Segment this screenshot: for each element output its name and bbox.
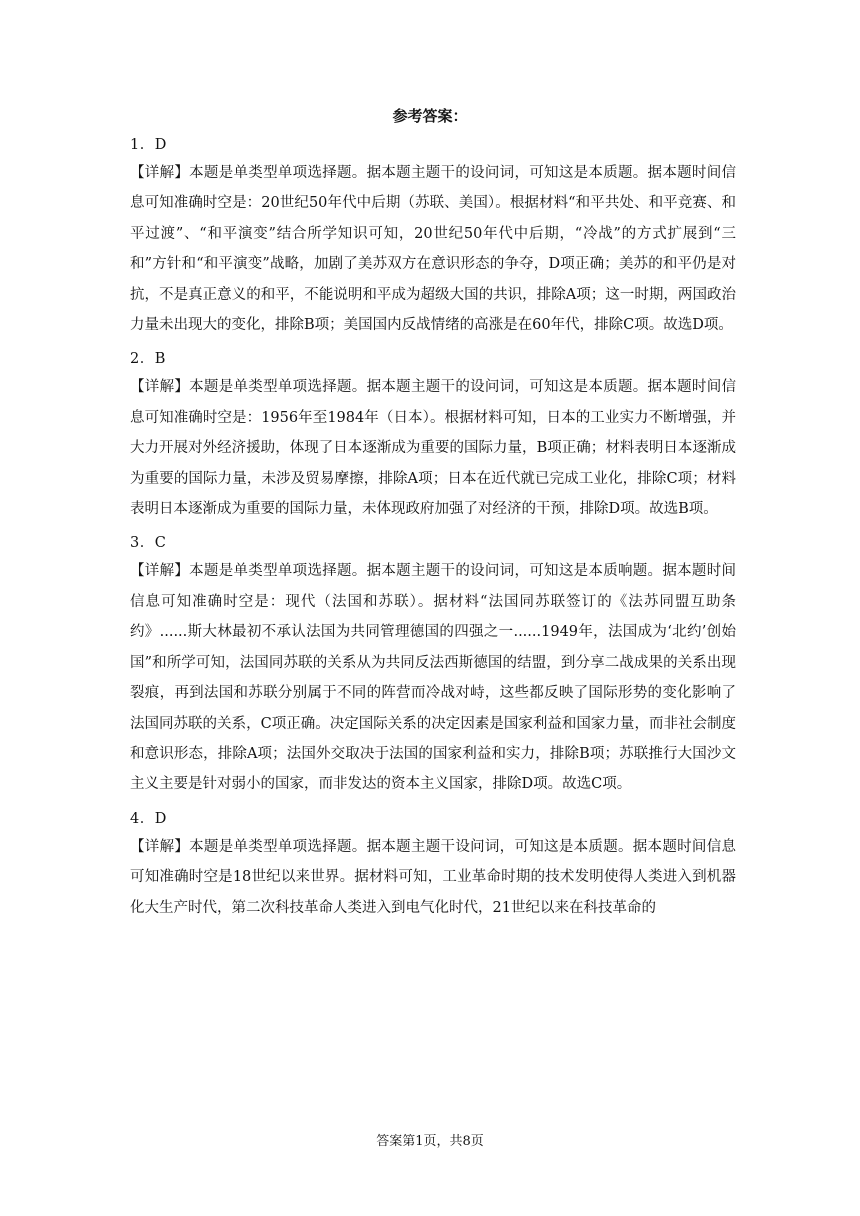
answer-explanation: 【详解】本题是单类型单项选择题。据本题主题干设问词，可知这是本质题。据本题时间信息可知准确时空是18世纪以来世界。据材料可知，工业革命时期的技术发明使得人类进入到机器化大生产时代，第二次科技革命人类进入到电气化时代，21世纪以来在科技革命的 [130,838,736,916]
answer-item-2 [130,346,736,524]
answer-explanation: 【详解】本题是单类型单项选择题。据本题主题干的设问词，可知这是本质题。据本题时间信息可知准确时空是：20世纪50年代中后期（苏联、美国）。根据材料“和平共处、和平竞赛、和平过渡”、“和平演变”结合所学知识可知，20世纪50年代中后期，“冷战”的方式扩展到“三和”方针和“和平演变”战略，加剧了美苏双方在意识形态的争夺，D项正确；美苏的和平仍是对抗，不是真正意义的和平，不能说明和平成为超级大国的共识，排除A项；这一时期，两国政治力量未出现大的变化，排除B项；美国国内反战情绪的高涨是在60年代，排除C项。故选D项。 [130,165,736,334]
answer-number: 3．C [130,535,167,552]
answer-item-1 [130,132,736,340]
answer-explanation: 【详解】本题是单类型单项选择题。据本题主题干的设问词，可知这是本质响题。据本题时间信息可知准确时空是：现代（法国和苏联）。据材料“法国同苏联签订的《法苏同盟互助条约》......斯大林最初不承认法国为共同管理德国的四强之一......1949年，法国成为‘北约’创始国”和所学可知，法国同苏联的关系从为共同反法西斯德国的结盟，到分享二战成果的关系出现裂痕，再到法国和苏联分别属于不同的阵营而冷战对峙，这些都反映了国际形势的变化影响了法国同苏联的关系，C项正确。决定国际关系的决定因素是国家利益和国家力量，而非社会制度和意识形态，排除A项；法国外交取决于法国的国家利益和实力，排除B项；苏联推行大国沙文主义主要是针对弱小的国家，而非发达的资本主义国家，排除D项。故选C项。 [130,563,736,793]
page-title: 参考答案： [392,107,468,125]
answer-number: 2．B [130,351,166,368]
answer-number: 1．D [130,137,167,153]
answer-list [130,132,736,929]
answer-item-3 [130,530,736,799]
answer-explanation: 【详解】本题是单类型单项选择题。据本题主题干的设问词，可知这是本质题。据本题时间信息可知准确时空是：1956年至1984年（日本）。根据材料可知，日本的工业实力不断增强，并大力开展对外经济援助，体现了日本逐渐成为重要的国际力量，B项正确；材料表明日本逐渐成为重要的国际力量，未涉及贸易摩擦，排除A项；日本在近代就已完成工业化，排除C项；材料表明日本逐渐成为重要的国际力量，未体现政府加强了对经济的干预，排除D项。故选B项。 [130,379,736,518]
answer-number: 4．D [130,810,167,827]
answer-item-4 [130,806,736,923]
page-footer: 答案第1页，共8页 [376,1134,484,1149]
